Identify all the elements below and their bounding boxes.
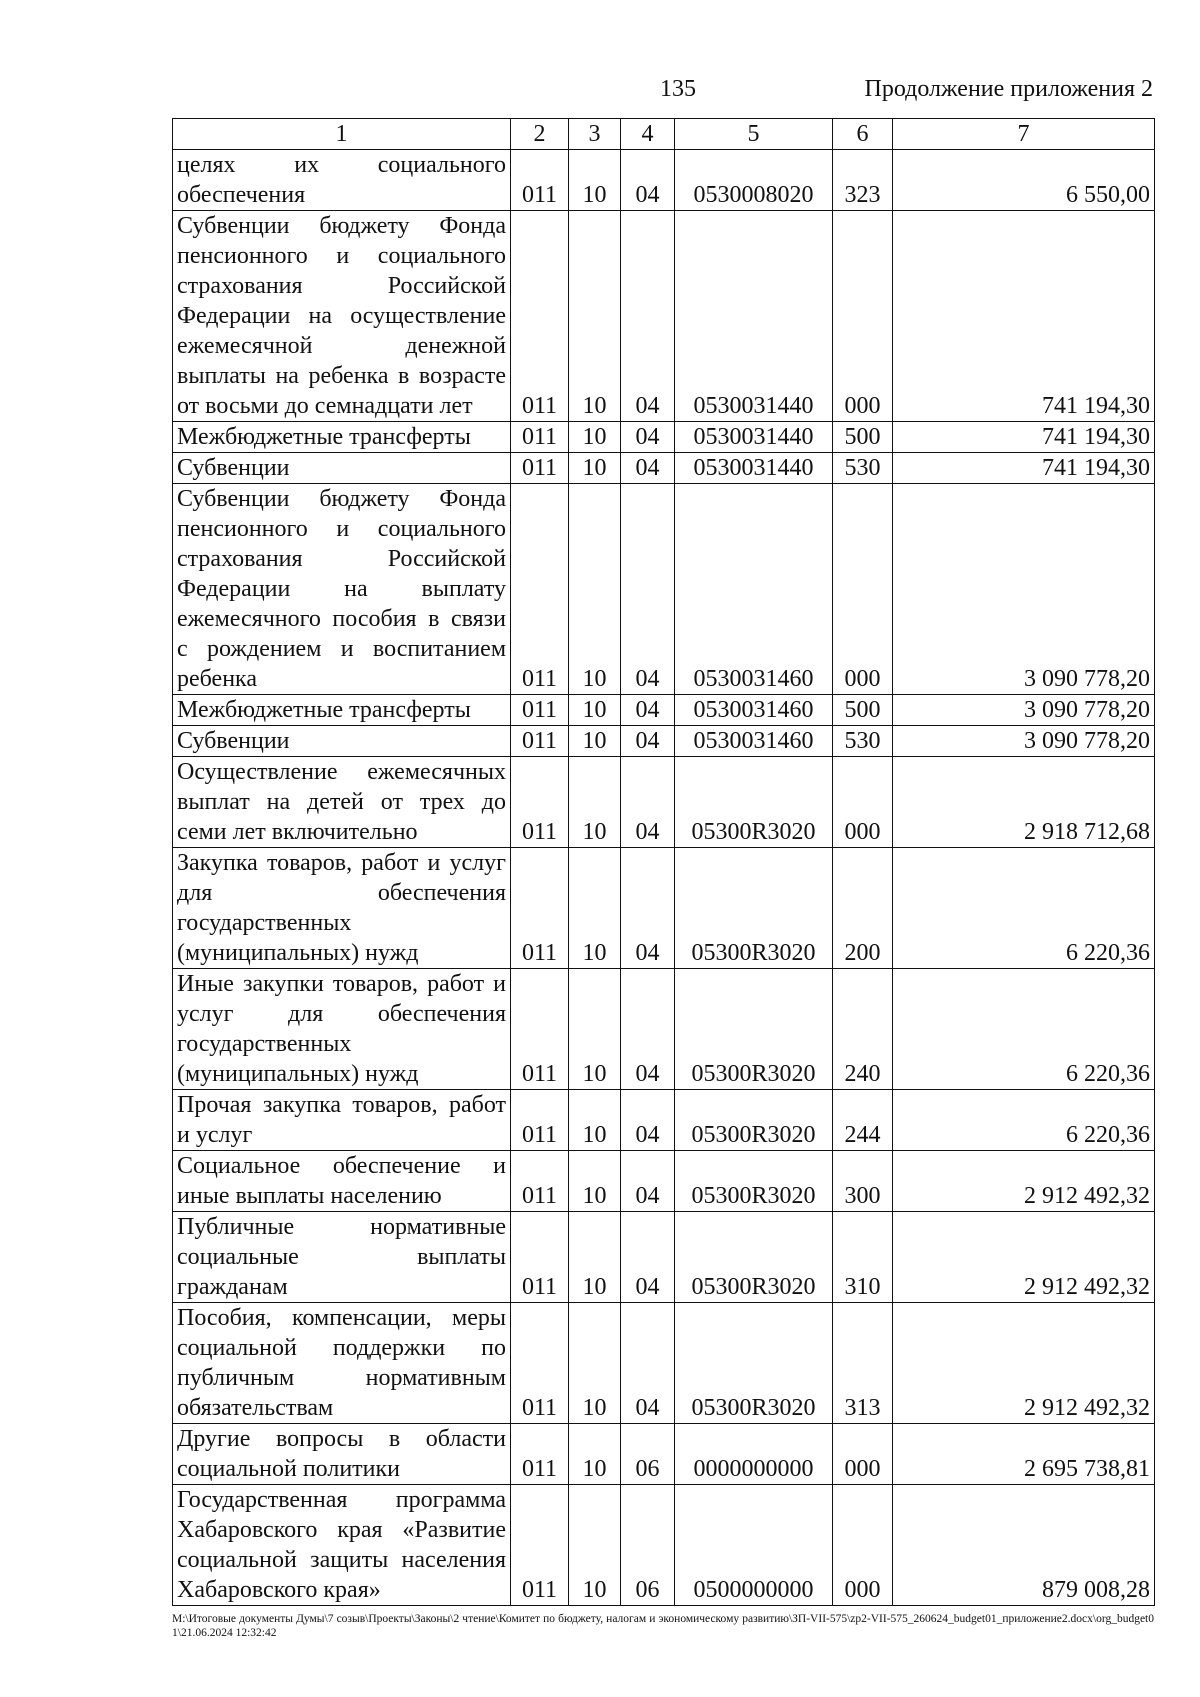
page-number: 135 xyxy=(660,76,696,102)
table-row xyxy=(173,969,1155,1090)
amount: 2 695 738,81 xyxy=(893,1424,1155,1485)
target-article-code: 05300R3020 xyxy=(675,1303,833,1424)
target-article-code: 05300R3020 xyxy=(675,1090,833,1151)
grbs-code: 011 xyxy=(511,1424,569,1485)
row-name-line: ежемесячной денежной xyxy=(177,333,506,359)
footer-file-path: M:\Итоговые документы Думы\7 созыв\Проекты\Законы\2 чтение\Комитет по бюджету, налогам и экономическому развитию\ЗП-VII-575\zp2-VII-575_260624_budget01_приложение2.docx\org_budget01\21.06.2024 12:32:42 xyxy=(172,1613,1154,1639)
section-code: 10 xyxy=(569,1212,621,1303)
row-name-line: Прочая закупка товаров, работ xyxy=(177,1092,506,1118)
grbs-code: 011 xyxy=(511,757,569,848)
row-name xyxy=(173,150,511,211)
expense-type-code: 000 xyxy=(833,1424,893,1485)
row-name-line: обязательствам xyxy=(177,1395,334,1421)
amount: 6 220,36 xyxy=(893,848,1155,969)
target-article-code: 05300R3020 xyxy=(675,848,833,969)
column-header-7: 7 xyxy=(893,119,1155,150)
table-row xyxy=(173,453,1155,484)
row-name-line: Субвенции бюджету Фонда xyxy=(177,486,506,512)
grbs-code: 011 xyxy=(511,484,569,695)
table-row xyxy=(173,848,1155,969)
expense-type-code: 500 xyxy=(833,422,893,453)
row-name-line: Субвенции xyxy=(177,728,290,754)
amount: 3 090 778,20 xyxy=(893,726,1155,757)
row-name xyxy=(173,422,511,453)
row-name xyxy=(173,484,511,695)
table-row xyxy=(173,1212,1155,1303)
section-code: 10 xyxy=(569,726,621,757)
expense-type-code: 240 xyxy=(833,969,893,1090)
grbs-code: 011 xyxy=(511,422,569,453)
subsection-code: 04 xyxy=(621,484,675,695)
grbs-code: 011 xyxy=(511,1303,569,1424)
row-name-line: пенсионного и социального xyxy=(177,243,506,269)
column-header-4: 4 xyxy=(621,119,675,150)
target-article-code: 0530031440 xyxy=(675,211,833,422)
row-name xyxy=(173,453,511,484)
row-name-line: Межбюджетные трансферты xyxy=(177,424,471,450)
section-code: 10 xyxy=(569,1485,621,1606)
target-article-code: 0500000000 xyxy=(675,1485,833,1606)
amount: 2 918 712,68 xyxy=(893,757,1155,848)
subsection-code: 04 xyxy=(621,422,675,453)
row-name-line: Государственная программа xyxy=(177,1487,506,1513)
row-name-line: от восьми до семнадцати лет xyxy=(177,393,473,419)
target-article-code: 0000000000 xyxy=(675,1424,833,1485)
grbs-code: 011 xyxy=(511,1090,569,1151)
expense-type-code: 313 xyxy=(833,1303,893,1424)
table-row xyxy=(173,484,1155,695)
row-name-line: ежемесячного пособия в связи xyxy=(177,606,506,632)
row-name xyxy=(173,211,511,422)
row-name xyxy=(173,848,511,969)
section-code: 10 xyxy=(569,1424,621,1485)
row-name xyxy=(173,757,511,848)
table-body xyxy=(173,150,1155,1606)
amount: 6 220,36 xyxy=(893,1090,1155,1151)
row-name-line: социальные выплаты xyxy=(177,1244,506,1270)
section-code: 10 xyxy=(569,1090,621,1151)
section-code: 10 xyxy=(569,484,621,695)
subsection-code: 04 xyxy=(621,1303,675,1424)
amount: 3 090 778,20 xyxy=(893,695,1155,726)
table-row xyxy=(173,1424,1155,1485)
row-name-line: обеспечения xyxy=(177,182,306,208)
row-name-line: (муниципальных) нужд xyxy=(177,1061,419,1087)
amount: 6 550,00 xyxy=(893,150,1155,211)
row-name xyxy=(173,1090,511,1151)
amount: 6 220,36 xyxy=(893,969,1155,1090)
column-header-6: 6 xyxy=(833,119,893,150)
row-name-line: Публичные нормативные xyxy=(177,1214,506,1240)
section-code: 10 xyxy=(569,848,621,969)
column-header-5: 5 xyxy=(675,119,833,150)
section-code: 10 xyxy=(569,1303,621,1424)
row-name-line: целях их социального xyxy=(177,152,506,178)
row-name-line: семи лет включительно xyxy=(177,819,418,845)
subsection-code: 04 xyxy=(621,726,675,757)
expense-type-code: 500 xyxy=(833,695,893,726)
target-article-code: 05300R3020 xyxy=(675,1212,833,1303)
subsection-code: 04 xyxy=(621,1151,675,1212)
row-name-line: Другие вопросы в области xyxy=(177,1426,506,1452)
target-article-code: 0530031440 xyxy=(675,453,833,484)
section-code: 10 xyxy=(569,453,621,484)
section-code: 10 xyxy=(569,422,621,453)
grbs-code: 011 xyxy=(511,1212,569,1303)
subsection-code: 04 xyxy=(621,150,675,211)
budget-table xyxy=(172,118,1155,1606)
subsection-code: 06 xyxy=(621,1485,675,1606)
row-name-line: государственных xyxy=(177,1031,352,1057)
subsection-code: 04 xyxy=(621,848,675,969)
subsection-code: 06 xyxy=(621,1424,675,1485)
amount: 741 194,30 xyxy=(893,422,1155,453)
row-name-line: Осуществление ежемесячных xyxy=(177,759,506,785)
row-name-line: пенсионного и социального xyxy=(177,516,506,542)
row-name-line: публичным нормативным xyxy=(177,1365,506,1391)
row-name-line: Межбюджетные трансферты xyxy=(177,697,471,723)
row-name-line: Субвенции бюджету Фонда xyxy=(177,213,506,239)
expense-type-code: 000 xyxy=(833,211,893,422)
column-header-1: 1 xyxy=(173,119,511,150)
section-code: 10 xyxy=(569,969,621,1090)
amount: 741 194,30 xyxy=(893,453,1155,484)
expense-type-code: 530 xyxy=(833,453,893,484)
row-name-line: социальной политики xyxy=(177,1456,400,1482)
grbs-code: 011 xyxy=(511,726,569,757)
row-name-line: для обеспечения xyxy=(177,880,506,906)
row-name-line: гражданам xyxy=(177,1274,288,1300)
row-name xyxy=(173,969,511,1090)
target-article-code: 0530031460 xyxy=(675,484,833,695)
row-name-line: услуг для обеспечения xyxy=(177,1001,506,1027)
row-name-line: Пособия, компенсации, меры xyxy=(177,1305,506,1331)
expense-type-code: 000 xyxy=(833,1485,893,1606)
amount: 3 090 778,20 xyxy=(893,484,1155,695)
target-article-code: 05300R3020 xyxy=(675,1151,833,1212)
row-name-line: страхования Российской xyxy=(177,546,506,572)
grbs-code: 011 xyxy=(511,1151,569,1212)
continuation-title: Продолжение приложения 2 xyxy=(864,76,1153,102)
expense-type-code: 300 xyxy=(833,1151,893,1212)
target-article-code: 05300R3020 xyxy=(675,757,833,848)
row-name-line: социальной поддержки по xyxy=(177,1335,506,1361)
subsection-code: 04 xyxy=(621,1090,675,1151)
table-row xyxy=(173,1151,1155,1212)
grbs-code: 011 xyxy=(511,453,569,484)
subsection-code: 04 xyxy=(621,695,675,726)
row-name-line: государственных xyxy=(177,910,352,936)
expense-type-code: 000 xyxy=(833,484,893,695)
row-name-line: Субвенции xyxy=(177,455,290,481)
expense-type-code: 310 xyxy=(833,1212,893,1303)
table-row xyxy=(173,150,1155,211)
grbs-code: 011 xyxy=(511,150,569,211)
row-name xyxy=(173,726,511,757)
amount: 2 912 492,32 xyxy=(893,1151,1155,1212)
table-header-row xyxy=(173,119,1155,150)
row-name-line: (муниципальных) нужд xyxy=(177,940,419,966)
row-name xyxy=(173,1151,511,1212)
subsection-code: 04 xyxy=(621,211,675,422)
table-row xyxy=(173,726,1155,757)
grbs-code: 011 xyxy=(511,969,569,1090)
expense-type-code: 244 xyxy=(833,1090,893,1151)
row-name xyxy=(173,1303,511,1424)
row-name-line: Федерации на выплату xyxy=(177,576,506,602)
grbs-code: 011 xyxy=(511,1485,569,1606)
row-name-line: и услуг xyxy=(177,1122,253,1148)
row-name-line: ребенка xyxy=(177,666,257,692)
target-article-code: 0530008020 xyxy=(675,150,833,211)
row-name xyxy=(173,695,511,726)
table-row xyxy=(173,757,1155,848)
expense-type-code: 323 xyxy=(833,150,893,211)
amount: 2 912 492,32 xyxy=(893,1212,1155,1303)
column-header-2: 2 xyxy=(511,119,569,150)
table-row xyxy=(173,1303,1155,1424)
target-article-code: 0530031460 xyxy=(675,726,833,757)
row-name-line: с рождением и воспитанием xyxy=(177,636,506,662)
row-name-line: Хабаровского края «Развитие xyxy=(177,1517,506,1543)
table-row xyxy=(173,695,1155,726)
column-header-3: 3 xyxy=(569,119,621,150)
grbs-code: 011 xyxy=(511,211,569,422)
row-name xyxy=(173,1485,511,1606)
table-row xyxy=(173,1485,1155,1606)
section-code: 10 xyxy=(569,695,621,726)
row-name-line: выплат на детей от трех до xyxy=(177,789,506,815)
subsection-code: 04 xyxy=(621,1212,675,1303)
subsection-code: 04 xyxy=(621,453,675,484)
subsection-code: 04 xyxy=(621,757,675,848)
row-name-line: Закупка товаров, работ и услуг xyxy=(177,850,506,876)
row-name-line: Иные закупки товаров, работ и xyxy=(177,971,506,997)
row-name xyxy=(173,1424,511,1485)
target-article-code: 05300R3020 xyxy=(675,969,833,1090)
section-code: 10 xyxy=(569,211,621,422)
table-row xyxy=(173,211,1155,422)
row-name-line: иные выплаты населению xyxy=(177,1183,442,1209)
row-name-line: страхования Российской xyxy=(177,273,506,299)
row-name xyxy=(173,1212,511,1303)
amount: 741 194,30 xyxy=(893,211,1155,422)
subsection-code: 04 xyxy=(621,969,675,1090)
row-name-line: социальной защиты населения xyxy=(177,1547,506,1573)
amount: 879 008,28 xyxy=(893,1485,1155,1606)
section-code: 10 xyxy=(569,1151,621,1212)
expense-type-code: 530 xyxy=(833,726,893,757)
row-name-line: Хабаровского края» xyxy=(177,1577,381,1603)
row-name-line: Федерации на осуществление xyxy=(177,303,506,329)
expense-type-code: 200 xyxy=(833,848,893,969)
expense-type-code: 000 xyxy=(833,757,893,848)
row-name-line: Социальное обеспечение и xyxy=(177,1153,506,1179)
grbs-code: 011 xyxy=(511,695,569,726)
table-row xyxy=(173,1090,1155,1151)
table-row xyxy=(173,422,1155,453)
amount: 2 912 492,32 xyxy=(893,1303,1155,1424)
section-code: 10 xyxy=(569,150,621,211)
section-code: 10 xyxy=(569,757,621,848)
row-name-line: выплаты на ребенка в возрасте xyxy=(177,363,506,389)
grbs-code: 011 xyxy=(511,848,569,969)
target-article-code: 0530031460 xyxy=(675,695,833,726)
target-article-code: 0530031440 xyxy=(675,422,833,453)
